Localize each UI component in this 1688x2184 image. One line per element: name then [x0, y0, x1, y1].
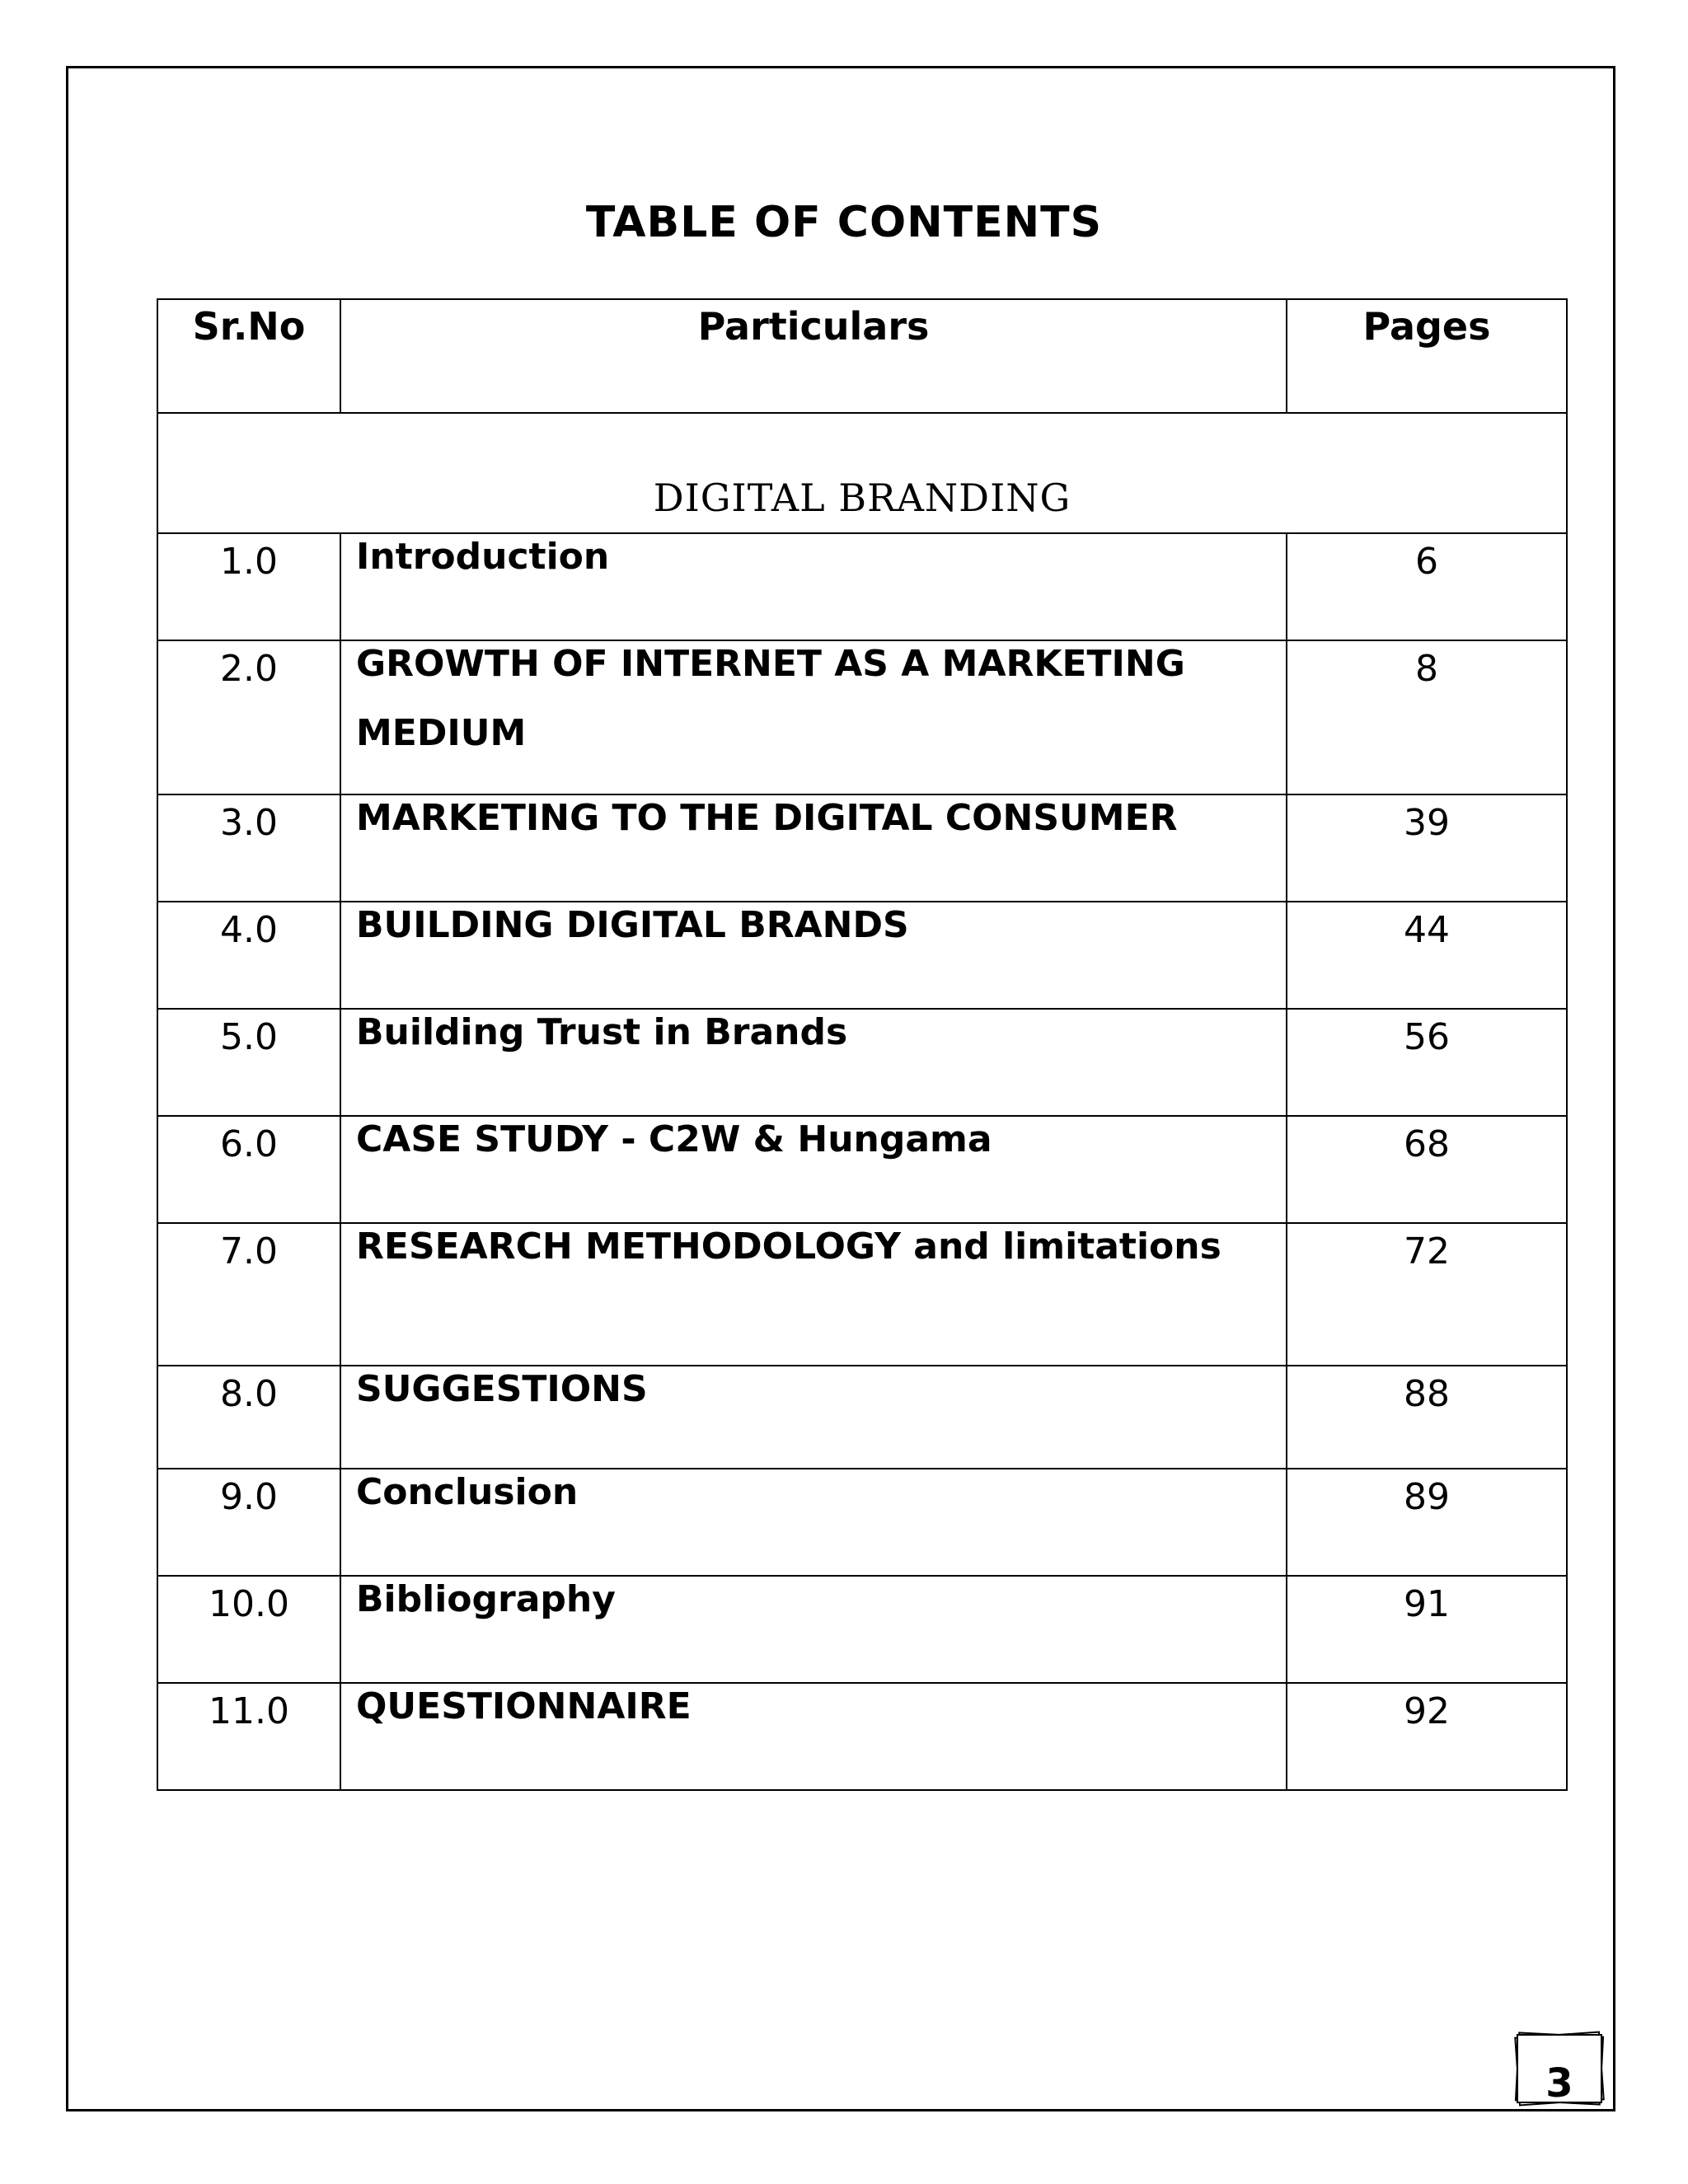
page-title: TABLE OF CONTENTS [585, 198, 1103, 247]
row-page: 68 [1287, 1116, 1567, 1223]
row-page: 44 [1287, 902, 1567, 1009]
header-sr-no: Sr.No [157, 299, 340, 413]
table-row [157, 1366, 1567, 1469]
row-page: 39 [1287, 794, 1567, 902]
row-sr-no: 10.0 [157, 1576, 340, 1683]
table-row [157, 1469, 1567, 1576]
row-title: GROWTH OF INTERNET AS A MARKETING MEDIUM [340, 640, 1287, 794]
row-page: 72 [1287, 1223, 1567, 1366]
row-title: Introduction [340, 533, 1287, 640]
row-title: QUESTIONNAIRE [340, 1683, 1287, 1790]
row-sr-no: 2.0 [157, 640, 340, 794]
row-sr-no: 11.0 [157, 1683, 340, 1790]
header-pages: Pages [1287, 299, 1567, 413]
table-row [157, 1009, 1567, 1116]
table-row [157, 794, 1567, 902]
row-title: Bibliography [340, 1576, 1287, 1683]
row-title: Conclusion [340, 1469, 1287, 1576]
toc-table [157, 298, 1568, 1791]
row-sr-no: 4.0 [157, 902, 340, 1009]
toc-header-row [157, 299, 1567, 413]
row-sr-no: 7.0 [157, 1223, 340, 1366]
row-sr-no: 8.0 [157, 1366, 340, 1469]
table-row [157, 640, 1567, 794]
table-row [157, 1116, 1567, 1223]
page-number: 3 [1545, 2064, 1573, 2102]
row-page: 91 [1287, 1576, 1567, 1683]
row-title: MARKETING TO THE DIGITAL CONSUMER [340, 794, 1287, 902]
row-page: 88 [1287, 1366, 1567, 1469]
row-page: 89 [1287, 1469, 1567, 1576]
row-page: 92 [1287, 1683, 1567, 1790]
row-sr-no: 6.0 [157, 1116, 340, 1223]
row-title: SUGGESTIONS [340, 1366, 1287, 1469]
toc-section-row [157, 413, 1567, 533]
row-title: CASE STUDY - C2W & Hungama [340, 1116, 1287, 1223]
table-row [157, 1576, 1567, 1683]
row-page: 6 [1287, 533, 1567, 640]
row-sr-no: 9.0 [157, 1469, 340, 1576]
section-heading: DIGITAL BRANDING [157, 413, 1567, 533]
row-page: 8 [1287, 640, 1567, 794]
header-particulars: Particulars [340, 299, 1287, 413]
row-page: 56 [1287, 1009, 1567, 1116]
table-row [157, 1683, 1567, 1790]
table-row [157, 533, 1567, 640]
row-sr-no: 5.0 [157, 1009, 340, 1116]
table-row [157, 902, 1567, 1009]
row-sr-no: 1.0 [157, 533, 340, 640]
row-sr-no: 3.0 [157, 794, 340, 902]
row-title: BUILDING DIGITAL BRANDS [340, 902, 1287, 1009]
page-number-badge [1505, 2027, 1612, 2110]
row-title: RESEARCH METHODOLOGY and limitations [340, 1223, 1287, 1366]
row-title: Building Trust in Brands [340, 1009, 1287, 1116]
table-row [157, 1223, 1567, 1366]
